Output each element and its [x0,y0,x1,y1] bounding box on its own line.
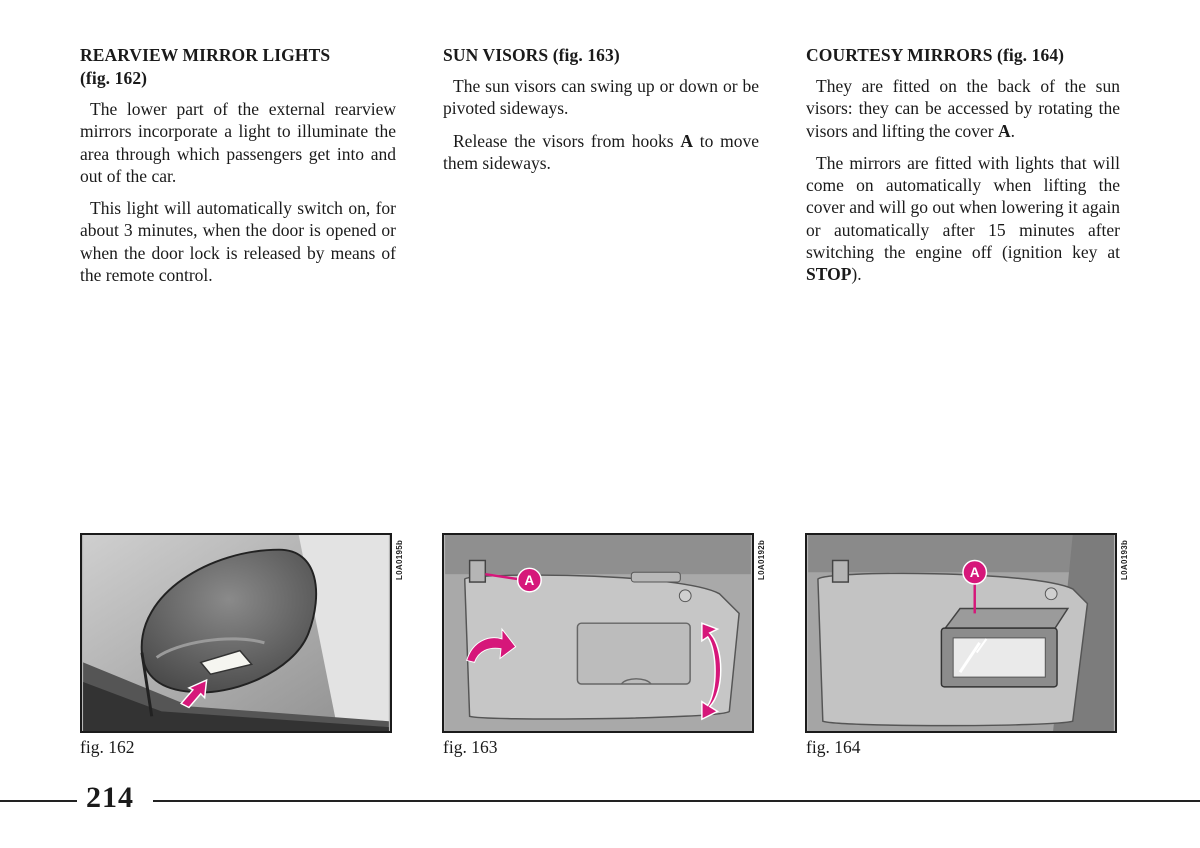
paragraph [806,152,1120,286]
text-run: . [1010,120,1015,141]
text-run: Release the visors from hooks [453,130,681,151]
footer-rule-right [153,800,1200,802]
section-heading [80,44,396,90]
courtesy-mirror-illustration [807,535,1115,731]
text-run: The mirrors are fitted with lights that will come on automatically when lifting the cover and will go out when lowering it again or automatically after 15 minutes after switching the engine off (ignition key at [806,152,1120,263]
figure-caption: fig. 163 [443,737,498,757]
sun-visor-illustration [444,535,752,731]
page-number: 214 [86,781,134,814]
heading-line-1: REARVIEW MIRROR LIGHTS [80,45,331,65]
paragraph [806,75,1120,142]
figure-163 [442,533,754,733]
paragraph [443,130,759,175]
bold-run: A [997,120,1011,141]
bold-run: A [680,130,693,151]
mirror-light-illustration [82,535,390,731]
figure-code: L0A0193b [1120,539,1129,580]
text-run: ). [851,264,862,285]
text-run: to move them sideways. [443,130,759,173]
label-a: A [969,565,980,581]
paragraph: The lower part of the external rearview mirrors incorporate a light to illuminate the area through which passengers get into and out of the car. [80,99,396,186]
label-a: A [524,572,535,588]
section-sun-visors [443,44,759,184]
text-run: They are fitted on the back of the sun visors: they can be accessed by rotating the visors and lifting the cover [806,76,1120,141]
paragraph: The sun visors can swing up or down or be pivoted sideways. [443,76,759,119]
figure-caption: fig. 164 [806,737,861,757]
paragraph: This light will automatically switch on, for about 3 minutes, when the door is opened or when the door lock is released by means of the remote control. [80,198,396,286]
figure-code: L0A0192b [757,539,766,580]
heading-line-2: (fig. 162) [80,68,148,88]
section-heading: COURTESY MIRRORS (fig. 164) [806,45,1065,65]
figure-code: L0A0195b [395,539,404,580]
footer-rule-left [0,800,77,802]
figure-162 [80,533,392,733]
section-courtesy-mirrors [806,44,1120,296]
section-rearview-mirror-lights [80,44,396,296]
figure-164 [805,533,1117,733]
section-heading: SUN VISORS (fig. 163) [443,45,620,65]
bold-run: STOP [806,264,852,285]
figure-caption: fig. 162 [80,737,135,757]
